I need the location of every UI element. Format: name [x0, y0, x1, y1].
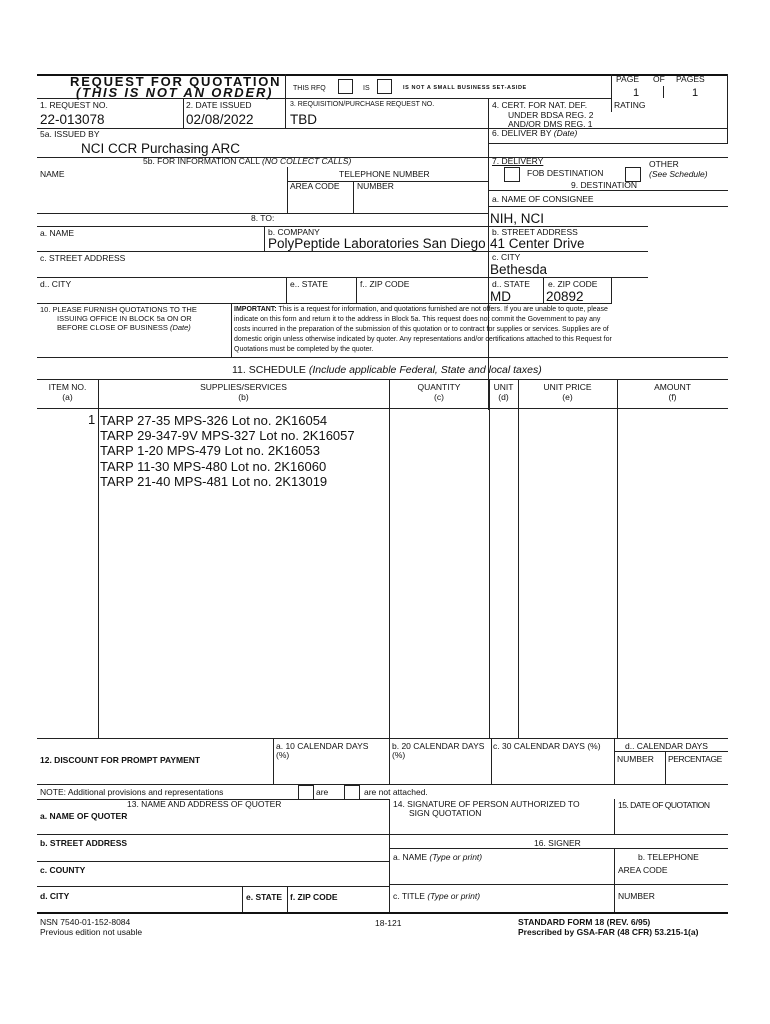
request-no-label: 1. REQUEST NO. — [40, 100, 108, 110]
quoter-street-label[interactable]: b. STREET ADDRESS — [40, 838, 128, 848]
important-notice-line4: domestic origin unless otherwise indicated by quoter. Any representations and/or certifications attached to this Request for — [234, 336, 612, 343]
destination-zip-label: e. ZIP CODE — [548, 279, 598, 289]
furnish-quotations-line1: 10. PLEASE FURNISH QUOTATIONS TO THE — [40, 305, 197, 314]
destination-state-value[interactable]: MD — [490, 289, 511, 304]
to-zip-label: f.. ZIP CODE — [360, 279, 410, 289]
form-title: REQUEST FOR QUOTATION — [70, 74, 282, 89]
quoter-state-label[interactable]: e. STATE — [246, 892, 283, 902]
number-label-5b: NUMBER — [357, 181, 394, 191]
schedule-line: TARP 27-35 MPS-326 Lot no. 2K16054 — [100, 413, 328, 428]
to-label: 8. TO: — [251, 213, 275, 223]
schedule-item-description[interactable] — [100, 413, 355, 489]
furnish-quotations-line3: BEFORE CLOSE OF BUSINESS (Date) — [57, 323, 191, 332]
issued-by-label: 5a. ISSUED BY — [40, 129, 100, 139]
pages-label: PAGES — [676, 74, 705, 84]
discount-number-label[interactable]: NUMBER — [617, 754, 654, 764]
schedule-line: TARP 1-20 MPS-479 Lot no. 2K16053 — [100, 443, 320, 459]
discount-calendar-days: d.. CALENDAR DAYS — [625, 741, 708, 751]
quoter-city-label[interactable]: d. CITY — [40, 891, 70, 901]
requisition-label: 3. REQUISITION/PURCHASE REQUEST NO. — [290, 101, 435, 108]
to-company-value[interactable]: PolyPeptide Laboratories San Diego — [268, 236, 486, 251]
signer-title-label[interactable]: c. TITLE (Type or print) — [393, 891, 481, 901]
destination-city-label: c. CITY — [492, 252, 521, 262]
name-label-5b: NAME — [40, 169, 65, 179]
pages-total: 1 — [692, 87, 699, 99]
are-not-checkbox[interactable] — [344, 785, 360, 800]
destination-city-value[interactable]: Bethesda — [490, 262, 548, 277]
col-header-item-no: ITEM NO. (a) — [48, 382, 87, 402]
col-header-unit: UNIT (d) — [493, 382, 514, 402]
destination-street-label: b. STREET ADDRESS — [492, 227, 578, 237]
discount-30-days[interactable]: c. 30 CALENDAR DAYS (%) — [493, 741, 601, 751]
discount-percentage-label[interactable]: PERCENTAGE — [668, 754, 722, 764]
signer-name-label[interactable]: a. NAME (Type or print) — [393, 852, 483, 862]
requisition-value[interactable]: TBD — [290, 112, 317, 127]
to-name-label: a. NAME — [40, 228, 75, 238]
standard-form-label: STANDARD FORM 18 (REV. 6/95) — [518, 917, 651, 927]
date-issued-label: 2. DATE ISSUED — [186, 100, 252, 110]
form-code: 18-121 — [375, 918, 402, 928]
quoter-zip-label[interactable]: f. ZIP CODE — [290, 892, 338, 902]
previous-edition-note: Previous edition not usable — [40, 927, 143, 937]
this-rfq-label: THIS RFQ — [293, 85, 326, 92]
nsn-number: NSN 7540-01-152-8084 — [40, 917, 131, 927]
signer-area-code-label[interactable]: AREA CODE — [618, 865, 668, 875]
fob-destination-checkbox[interactable] — [504, 167, 520, 182]
dms-reg-label: AND/OR DMS REG. 1 — [508, 120, 593, 128]
destination-street-value[interactable]: 41 Center Drive — [490, 236, 585, 251]
deliver-by-label: 6. DELIVER BY (Date) — [492, 128, 578, 138]
date-of-quotation-label[interactable]: 15. DATE OF QUOTATION — [618, 800, 710, 810]
to-street-label: c. STREET ADDRESS — [40, 253, 126, 263]
note-text: NOTE: Additional provisions and representations — [40, 787, 224, 797]
col-header-supplies: SUPPLIES/SERVICES (b) — [200, 382, 287, 402]
important-notice-line3: costs incurred in the preparation of the submission of this quotation or to contract for supplies or services. Supplies are of — [234, 326, 609, 333]
page-number: 1 — [633, 87, 640, 99]
request-no-value[interactable]: 22-013078 — [40, 112, 105, 127]
fob-destination-label: FOB DESTINATION — [527, 168, 604, 178]
discount-label: 12. DISCOUNT FOR PROMPT PAYMENT — [40, 755, 201, 765]
important-notice-line1: IMPORTANT: This is a request for information, and quotations furnished are not offers. If you are unable to quote, please — [234, 306, 608, 313]
schedule-item-number[interactable]: 1 — [88, 412, 96, 427]
small-business-label: IS NOT A SMALL BUSINESS SET-ASIDE — [403, 85, 527, 91]
page-label: PAGE — [616, 74, 639, 84]
quoter-county-label[interactable]: c. COUNTY — [40, 865, 86, 875]
schedule-line: TARP 11-30 MPS-480 Lot no. 2K16060 — [100, 458, 327, 474]
are-not-label: are not attached. — [364, 787, 428, 797]
issued-by-value[interactable]: NCI CCR Purchasing ARC — [81, 142, 241, 156]
information-call-label: 5b. FOR INFORMATION CALL (NO COLLECT CALLS) — [143, 156, 352, 166]
schedule-title: 11. SCHEDULE (Include applicable Federal, State and local taxes) — [232, 364, 542, 376]
to-state-label: e.. STATE — [290, 279, 328, 289]
other-label: OTHER — [649, 159, 679, 169]
rfq-checkbox-2[interactable] — [377, 79, 392, 94]
are-checkbox[interactable] — [298, 785, 314, 800]
discount-20-days[interactable]: b. 20 CALENDAR DAYS (%) — [392, 741, 485, 760]
important-notice-line2: indicate on this form and return it to the address in Block 5a. This request does not commit the Government to pay any — [234, 316, 601, 323]
destination-zip-value[interactable]: 20892 — [546, 289, 584, 304]
destination-state-label: d.. STATE — [492, 279, 530, 289]
quoter-name-label[interactable]: a. NAME OF QUOTER — [40, 811, 128, 821]
form-subtitle: (THIS IS NOT AN ORDER) — [76, 85, 274, 100]
rating-label: RATING — [614, 100, 646, 110]
consignee-label: a. NAME OF CONSIGNEE — [492, 194, 594, 204]
signer-telephone-label: b. TELEPHONE — [638, 852, 699, 862]
of-label: OF — [653, 74, 665, 84]
schedule-line: TARP 21-40 MPS-481 Lot no. 2K13019 — [100, 473, 328, 489]
important-notice-line5: Quotations must be completed by the quoter. — [234, 346, 374, 353]
col-header-quantity: QUANTITY (c) — [417, 382, 461, 402]
to-city-label: d.. CITY — [40, 279, 72, 289]
furnish-quotations-line2: ISSUING OFFICE IN BLOCK 5a ON OR — [57, 314, 192, 323]
are-label: are — [316, 787, 329, 797]
area-code-label: AREA CODE — [290, 181, 340, 191]
see-schedule-label: (See Schedule) — [649, 169, 708, 179]
signature-label-line1: 14. SIGNATURE OF PERSON AUTHORIZED TO — [393, 799, 580, 809]
schedule-line: TARP 29-347-9V MPS-327 Lot no. 2K16057 — [100, 428, 355, 444]
is-label: IS — [363, 85, 370, 92]
rfq-checkbox-1[interactable] — [338, 79, 353, 94]
bdsa-reg-label: UNDER BDSA REG. 2 — [508, 110, 594, 120]
to-company-label: b. COMPANY — [268, 227, 320, 237]
col-header-amount: AMOUNT (f) — [654, 382, 691, 402]
telephone-number-label: TELEPHONE NUMBER — [339, 169, 430, 179]
signer-number-label[interactable]: NUMBER — [618, 891, 655, 901]
date-issued-value[interactable]: 02/08/2022 — [186, 112, 254, 127]
consignee-value[interactable]: NIH, NCI — [490, 211, 544, 226]
quoter-address-label: 13. NAME AND ADDRESS OF QUOTER — [127, 799, 282, 809]
signature-label-line2[interactable]: SIGN QUOTATION — [409, 808, 482, 818]
delivery-label: 7. DELIVERY — [492, 156, 544, 166]
prescribed-by-label: Prescribed by GSA-FAR (48 CFR) 53.215-1(a) — [518, 927, 699, 937]
col-header-unit-price: UNIT PRICE (e) — [543, 382, 592, 402]
signer-label: 16. SIGNER — [534, 838, 581, 848]
cert-nat-def-label: 4. CERT. FOR NAT. DEF. — [492, 100, 588, 110]
destination-label: 9. DESTINATION — [571, 180, 637, 190]
discount-10-days[interactable]: a. 10 CALENDAR DAYS (%) — [276, 741, 369, 760]
